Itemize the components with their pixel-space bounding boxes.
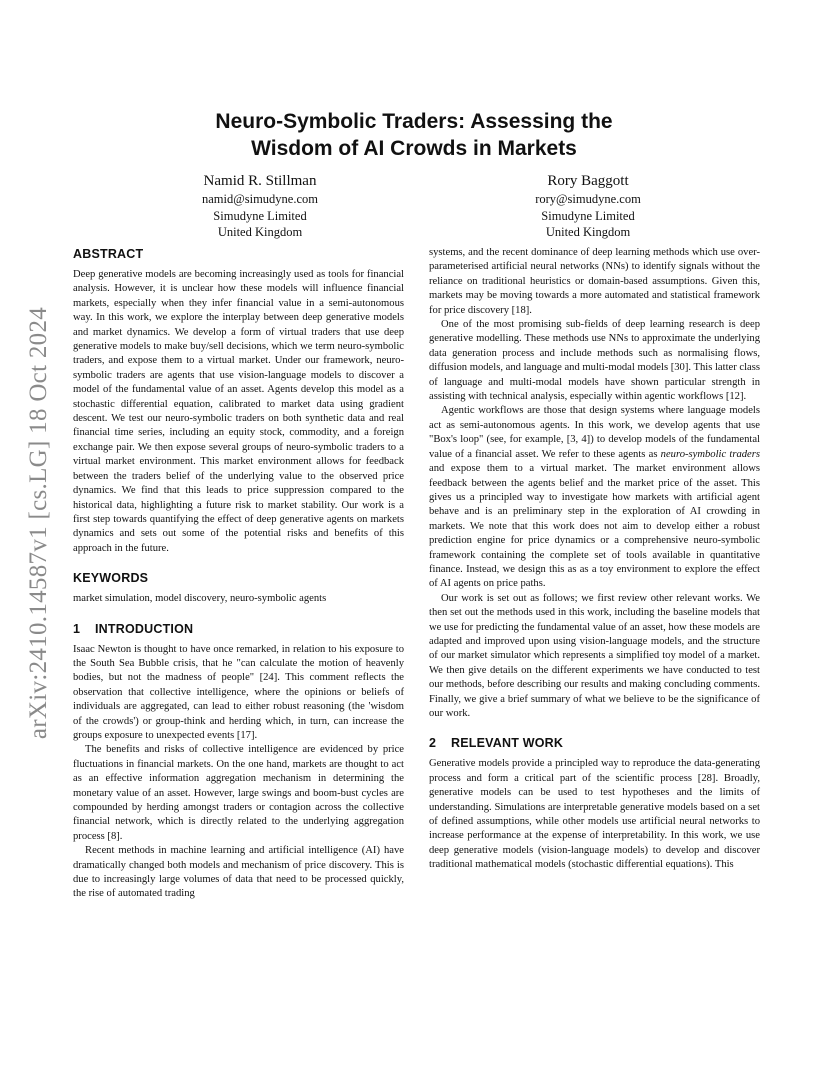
intro-paragraph-6-start: Agentic workflows are those that design systems where language models act as semi-autonomous agents. In this work, we develop agents that use "Box's loop" (see, for example, [3, 4]) to develop models of the fundamental value of a financial asset. We refer to these agents as	[429, 405, 760, 460]
abstract-text: Deep generative models are becoming increasingly used as tools for financial analysis. However, it is unclear how these models will influence financial markets, especially when they infer financial value in a semi-autonomous way. In this work, we explore the interplay between deep generative models and market dynamics. We develop a form of virtual traders that use deep generative models to make buy/sell decisions, which we term neuro-symbolic traders, and expose them to a virtual market. Under our framework, neuro-symbolic traders are agents that use vision-language models to discover a model of the fundamental value of an asset. Agents develop this model as a stochastic differential equation, calibrated to market data using gradient descent. We test our neuro-symbolic traders on both synthetic data and real financial time series, including an equity stock, commodity, and a foreign exchange pair. We then expose several groups of neuro-symbolic traders to a virtual market environment. This market environment allows for feedback between the traders belief of the underlying value to the observed price dynamics. We find that this leads to price suppression compared to the historical data, highlighting a future risk to market stability. Our work is a first step towards quantifying the effect of deep generative agents on markets dynamics and sets out some of the potential risks and benefits of this approach in the future.	[73, 269, 404, 554]
arxiv-identifier-text: arXiv:2410.14587v1 [cs.LG] 18 Oct 2024	[25, 306, 53, 740]
author-email: rory@simudyne.com	[535, 192, 641, 206]
relevant-work-paragraph-1: Generative models provide a principled way to reproduce the data-generating process and form a critical part of the scientific process [28]. Broadly, generative models can be used to test hypotheses and the limits of understanding. Simulations are interpretable generative models based on a set of defined assumptions, while other models use artificial neural networks to increase performance at the expense of interpretability. In this work, we use deep generative models (vision-language models) to develop and discover traditional mathematical models (stochastic differential equations). This	[429, 758, 760, 871]
author-country: United Kingdom	[545, 225, 631, 239]
author-name: Rory Baggott	[547, 173, 629, 189]
arxiv-identifier-stamp	[22, 288, 56, 758]
author-name: Namid R. Stillman	[203, 173, 317, 189]
intro-paragraph-7: Our work is set out as follows; we first review other relevant works. We then set out the methods used in this work, including the baseline models that we use for predicting the fundamental value of an asset, how these models are adapted and improved upon using vision-language models, and the structure of our market simulator which represents a simplified toy model of a market. We then give details on the different experiments we have conducted to test our methods, before describing our results and making concluding comments. Finally, we give a brief summary of what we believe to be the significance of our work.	[429, 592, 760, 719]
paper-title-line-1: Neuro-Symbolic Traders: Assessing the	[215, 110, 613, 133]
intro-paragraph-3: Recent methods in machine learning and artificial intelligence (AI) have dramatically changed both models and mechanism of price discovery. This is due to increasingly large volumes of data that need to be processed quickly, the rise of automated trading	[73, 845, 404, 900]
neuro-symbolic-traders-term: neuro-symbolic traders	[660, 448, 760, 460]
intro-paragraph-6-end: and expose them to a virtual market. The market environment allows feedback between the agents belief and the market price of the asset. This gives us a principled way to investigate how markets with artificial agent behave and is an preliminary step in the exploration of AI crowding in markets. We note that this work does not aim to develop either a robust prediction engine for price dynamics or a comprehensive neuro-symbolic framework containing the complete set of tools available in quantitative finance. Instead, we design this as as a toy environment to explore the effect of AI agents on price paths.	[429, 463, 760, 590]
author-email: namid@simudyne.com	[201, 192, 318, 206]
section-number: 1	[73, 621, 81, 636]
introduction-heading	[73, 621, 404, 637]
keywords-heading: KEYWORDS	[73, 571, 149, 586]
author-organization: Simudyne Limited	[541, 208, 635, 223]
paper-title-line-2: Wisdom of AI Crowds in Markets	[251, 137, 577, 160]
author-block-1	[150, 172, 370, 241]
abstract-heading: ABSTRACT	[73, 247, 144, 261]
paper-title	[100, 108, 728, 162]
relevant-work-heading	[429, 735, 760, 751]
author-block-2	[478, 172, 698, 241]
intro-paragraph-5: One of the most promising sub-fields of deep learning research is deep generative modelling. These methods use NNs to approximate the underlying data generation process and include methods such as normalising flows, diffusion models, and language and multi-modal models [30]. This latter class of language and multi-modal models have shown particular strength in assisting with technical analysis, especially within agentic workflows [12].	[429, 319, 760, 403]
left-column	[73, 246, 404, 902]
intro-paragraph-2: The benefits and risks of collective intelligence are evidenced by price fluctuations in financial markets. On the one hand, markets are thought to act as an effective information aggregation mechanism in determining the monetary value of an asset. However, large swings and boom-bust cycles are compounded by herding amongst traders or contagion across the collective financial network, which is directly related to the underlying aggregation process [8].	[73, 744, 404, 842]
author-country: United Kingdom	[217, 225, 303, 239]
author-organization: Simudyne Limited	[213, 208, 307, 223]
section-title: INTRODUCTION	[95, 621, 194, 636]
right-column	[429, 246, 760, 873]
section-number: 2	[429, 736, 437, 751]
intro-paragraph-4: systems, and the recent dominance of deep learning methods which use over-parameterised artificial neural networks (NNs) to identify signals without the reliance on traditional heuristics or domain-based assumptions. Given this, markets may be moving towards a more automated and statistical framework for price discovery [18].	[429, 247, 760, 316]
keywords-text: market simulation, model discovery, neuro-symbolic agents	[73, 593, 327, 605]
section-title: RELEVANT WORK	[451, 736, 564, 751]
intro-paragraph-6	[429, 404, 760, 591]
intro-paragraph-1: Isaac Newton is thought to have once remarked, in relation to his exposure to the South Sea Bubble crisis, that he "can calculate the motion of heavenly bodies, but not the madness of people" [24]. This comment reflects the observation that collective intelligence, where the opinions or beliefs of individuals are aggregated, can lead to either robust reasoning (the 'wisdom of the crowds') or group-think and herding which, in turn, can increase the groups exposure to unexpected events [17].	[73, 643, 404, 741]
